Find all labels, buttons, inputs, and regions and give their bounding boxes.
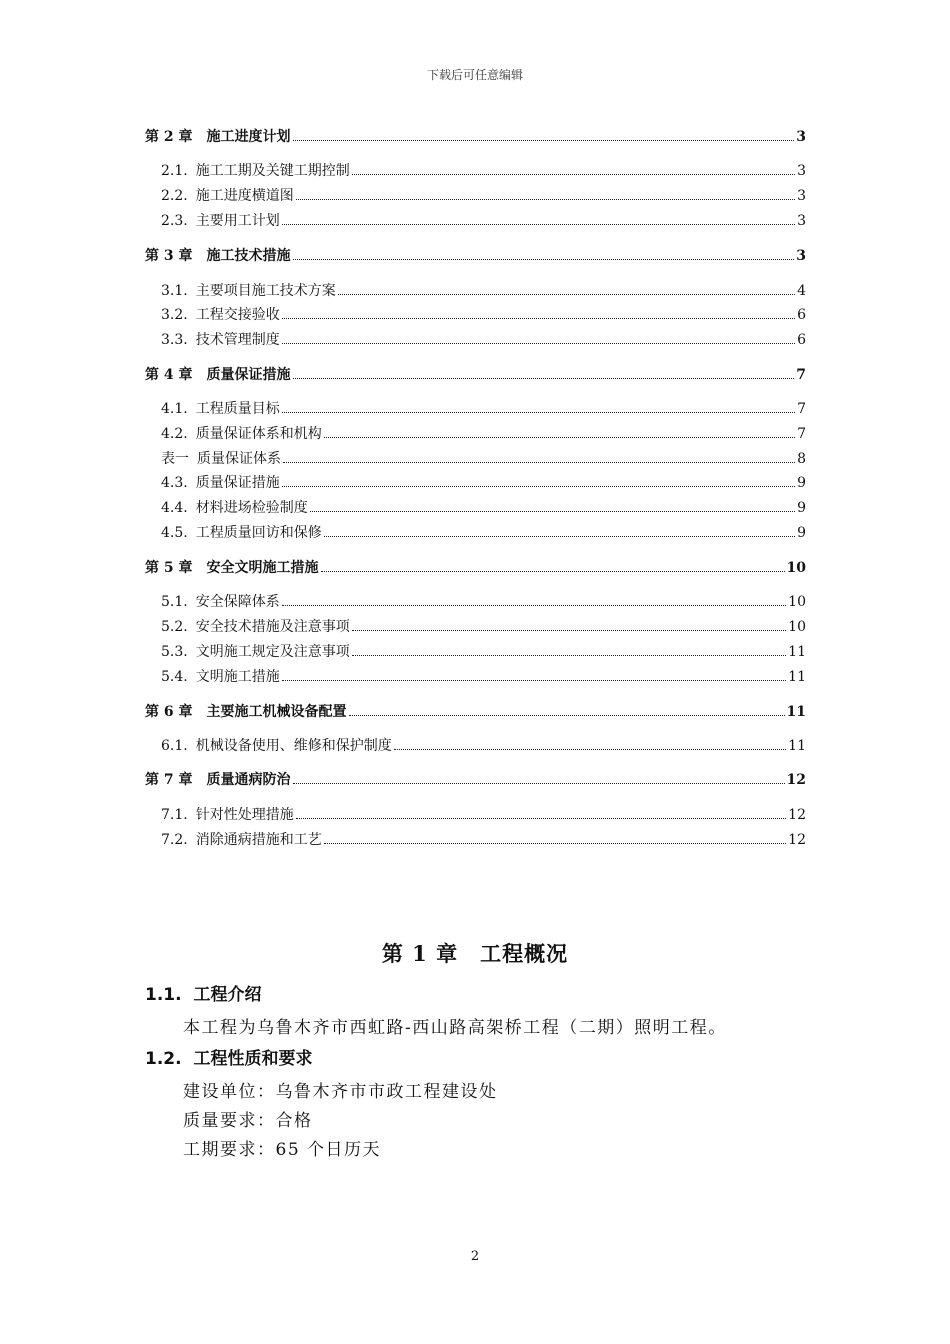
section-title: 工程介绍 [193,985,262,1005]
toc-entry-title: 安全技术措施及注意事项 [195,619,350,635]
toc-dot-leader [324,524,795,537]
toc-section-entry[interactable] [161,331,806,349]
toc-dot-leader [352,643,786,656]
toc-dot-leader [293,771,785,784]
toc-section-entry[interactable] [161,400,806,418]
toc-entry-number: 3.3. [161,332,188,348]
requirement-line: 建设单位：乌鲁木齐市市政工程建设处 [183,1082,498,1102]
toc-section-entry[interactable] [161,668,806,686]
toc-dot-leader [282,400,795,413]
toc-entry-page: 9 [797,475,806,491]
toc-dot-leader [282,474,795,487]
toc-entry-title: 文明施工规定及注意事项 [195,644,350,660]
toc-entry-title: 质量保证体系 [197,451,281,467]
toc-entry-title: 主要施工机械设备配置 [206,704,347,720]
toc-entry-title: 工程质量目标 [195,401,280,417]
section-title: 工程性质和要求 [193,1049,313,1069]
toc-entry-page: 12 [788,807,806,823]
toc-entry-page: 11 [788,644,806,660]
toc-entry-page: 9 [797,525,806,541]
toc-entry-number: 7.2. [161,832,188,848]
toc-section-entry[interactable] [161,450,806,468]
toc-entry-page: 3 [797,188,806,204]
toc-entry-number: 4.1. [161,401,188,417]
toc-entry-page: 12 [786,772,806,788]
toc-entry-page: 4 [797,283,806,299]
toc-entry-title: 工程交接验收 [195,307,280,323]
toc-dot-leader [282,593,786,606]
toc-dot-leader [282,212,795,225]
toc-entry-number: 第 7 章 [145,772,193,788]
toc-entry-page: 7 [797,426,806,442]
toc-section-entry[interactable] [161,306,806,324]
toc-dot-leader [324,831,786,844]
toc-entry-title: 安全文明施工措施 [206,560,319,576]
toc-section-entry[interactable] [161,474,806,492]
toc-entry-number: 2.2. [161,188,188,204]
toc-chapter-entry[interactable] [145,559,806,577]
toc-entry-page: 11 [786,704,806,720]
toc-entry-number: 第 6 章 [145,704,193,720]
toc-entry-number: 第 4 章 [145,367,193,383]
toc-section-entry[interactable] [161,737,806,755]
toc-entry-title: 主要用工计划 [195,213,280,229]
toc-dot-leader [310,499,795,512]
toc-chapter-entry[interactable] [145,703,806,721]
toc-dot-leader [293,128,795,141]
toc-entry-number: 3.2. [161,307,188,323]
toc-entry-title: 材料进场检验制度 [195,500,308,516]
toc-entry-page: 3 [797,163,806,179]
toc-entry-number: 7.1. [161,807,188,823]
toc-section-entry[interactable] [161,524,806,542]
toc-section-entry[interactable] [161,425,806,443]
toc-entry-title: 文明施工措施 [195,669,280,685]
toc-entry-page: 9 [797,500,806,516]
requirement-line: 工期要求：65 个日历天 [183,1140,382,1160]
toc-entry-title: 技术管理制度 [195,332,280,348]
toc-section-entry[interactable] [161,831,806,849]
toc-entry-number: 5.4. [161,669,188,685]
toc-entry-page: 11 [788,738,806,754]
section-1-2-heading [145,1044,313,1069]
toc-entry-number: 第 5 章 [145,560,193,576]
toc-dot-leader [293,366,795,379]
toc-entry-title: 施工技术措施 [206,248,291,264]
toc-entry-number: 第 3 章 [145,248,193,264]
toc-entry-title: 主要项目施工技术方案 [195,283,336,299]
toc-entry-page: 7 [797,401,806,417]
toc-dot-leader [324,425,795,438]
toc-entry-title: 工程质量回访和保修 [195,525,322,541]
toc-dot-leader [296,806,786,819]
toc-entry-number: 5.3. [161,644,188,660]
toc-dot-leader [282,306,795,319]
toc-entry-number: 5.2. [161,619,188,635]
toc-dot-leader [352,162,795,175]
toc-section-entry[interactable] [161,499,806,517]
section-number: 1.1. [145,985,182,1005]
toc-chapter-entry[interactable] [145,247,806,265]
toc-entry-title: 施工进度计划 [206,129,291,145]
toc-entry-number: 第 2 章 [145,129,193,145]
toc-entry-title: 施工工期及关键工期控制 [195,163,350,179]
intro-text: 本工程为乌鲁木齐市西虹路-西山路高架桥工程（二期）照明工程。 [183,1018,727,1038]
toc-entry-number: 4.4. [161,500,188,516]
toc-entry-title: 质量保证措施 [206,367,291,383]
toc-section-entry[interactable] [161,593,806,611]
toc-entry-number: 4.3. [161,475,188,491]
page-number: 2 [470,1249,480,1264]
toc-dot-leader [321,559,785,572]
toc-entry-page: 8 [797,451,806,467]
toc-chapter-entry[interactable] [145,128,806,146]
toc-section-entry[interactable] [161,187,806,205]
toc-entry-number: 6.1. [161,738,188,754]
toc-entry-page: 6 [797,332,806,348]
toc-entry-number: 2.1. [161,163,188,179]
toc-entry-title: 消除通病措施和工艺 [195,832,322,848]
toc-entry-number: 4.5. [161,525,188,541]
toc-dot-leader [293,247,795,260]
toc-entry-number: 5.1. [161,594,188,610]
toc-entry-page: 3 [796,129,806,145]
toc-entry-title: 机械设备使用、维修和保护制度 [195,738,392,754]
toc-dot-leader [394,737,786,750]
toc-section-entry[interactable] [161,643,806,661]
toc-entry-title: 质量保证措施 [195,475,280,491]
toc-dot-leader [296,187,795,200]
toc-entry-number: 4.2. [161,426,188,442]
section-number: 1.2. [145,1049,182,1069]
toc-dot-leader [352,618,786,631]
toc-section-entry[interactable] [161,282,806,300]
toc-entry-page: 3 [796,248,806,264]
toc-entry-title: 安全保障体系 [195,594,280,610]
header-note: 下载后可任意编辑 [426,68,523,82]
toc-entry-title: 质量通病防治 [206,772,291,788]
toc-entry-page: 6 [797,307,806,323]
toc-entry-number: 表一 [161,451,189,467]
toc-entry-page: 7 [796,367,806,383]
toc-entry-number: 3.1. [161,283,188,299]
toc-entry-page: 3 [797,213,806,229]
toc-dot-leader [349,703,785,716]
toc-entry-page: 10 [788,619,806,635]
requirement-line: 质量要求：合格 [183,1111,313,1131]
toc-entry-page: 12 [788,832,806,848]
toc-section-entry[interactable] [161,212,806,230]
toc-section-entry[interactable] [161,618,806,636]
toc-dot-leader [338,282,795,295]
toc-chapter-entry[interactable] [145,771,806,789]
toc-entry-page: 10 [788,594,806,610]
section-1-1-heading [145,980,262,1005]
toc-entry-page: 11 [788,669,806,685]
toc-section-entry[interactable] [161,806,806,824]
toc-entry-title: 质量保证体系和机构 [195,426,322,442]
chapter-1-heading: 第 1 章 工程概况 [381,941,569,966]
toc-entry-title: 针对性处理措施 [195,807,294,823]
toc-entry-number: 2.3. [161,213,188,229]
toc-dot-leader [283,450,795,463]
toc-section-entry[interactable] [161,162,806,180]
toc-entry-title: 施工进度横道图 [195,188,294,204]
toc-entry-page: 10 [786,560,806,576]
toc-dot-leader [282,668,786,681]
toc-chapter-entry[interactable] [145,366,806,384]
toc-dot-leader [282,331,795,344]
